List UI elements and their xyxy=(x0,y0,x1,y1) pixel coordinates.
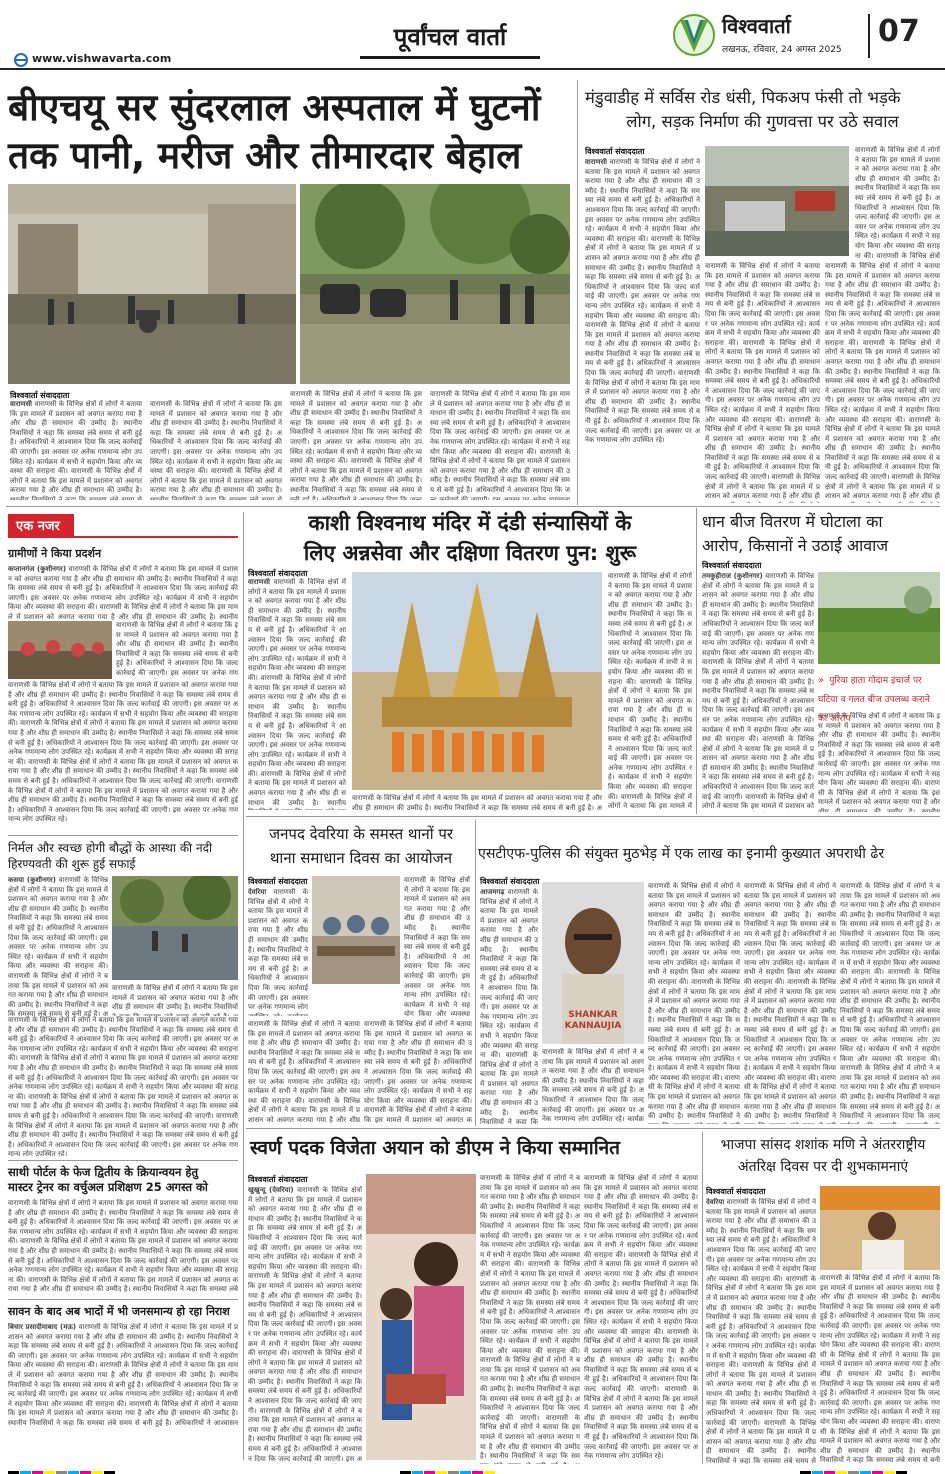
kashi-byline: विश्ववार्ता संवाददाता xyxy=(248,569,308,578)
flood-body-col1 xyxy=(10,400,142,500)
ek-item1-body xyxy=(8,681,238,831)
ek-rule-1 xyxy=(8,835,238,836)
ek-item4-title: सावन के बाद अब भादों में भी जनसमान्य हो रहा निराश xyxy=(8,1305,230,1318)
kashi-headline: काशी विश्वनाथ मंदिर में दंडी संन्यासियों के लिए अन्नसेवा और दक्षिणा वितरण पुन: शुरू xyxy=(303,511,637,565)
seed-pull-quote: » पुरिया हाता गोदाम इंचार्ज पर घटिया व गलत बीज उपलब्ध कराने का आरोप xyxy=(818,675,930,724)
deoria-meeting-photo xyxy=(312,876,400,984)
kashi-dateline: वाराणसी xyxy=(248,578,270,586)
flood-photo-hospital xyxy=(8,184,296,384)
ayan-headline: स्वर्ण पदक विजेता अयान को डीएम ने किया सम्मानित xyxy=(250,1137,620,1159)
deoria-byline: विश्ववार्ता संवाददाता xyxy=(248,877,308,886)
mp-headline: भाजपा सांसद शशांक मणि ने अंतरराष्ट्रीय अंतरिक्ष दिवस पर दी शुभकामनाएं xyxy=(720,1137,926,1175)
masthead xyxy=(0,0,945,70)
ayan-body-col3 xyxy=(584,1174,698,1464)
seed-byline: विश्ववार्ता संवाददाता xyxy=(702,561,762,570)
seed-body-col2 xyxy=(818,712,940,812)
seed-headline: धान बीज वितरण में घोटाला का आरोप, किसानों ने उठाई आवाज xyxy=(702,512,889,555)
print-registration-bar-center xyxy=(400,1464,496,1474)
section-title: पूर्वांचल वार्ता xyxy=(393,23,507,51)
seed-field-photo xyxy=(818,572,940,664)
ayan-body-col1 xyxy=(248,1186,362,1464)
flood-dateline: वाराणसी xyxy=(10,400,32,408)
flood-body-col2 xyxy=(150,400,282,500)
ayan-byline: विश्ववार्ता संवाददाता xyxy=(248,1175,308,1184)
ayan-ceremony-photo xyxy=(366,1174,476,1460)
mp-portrait-photo xyxy=(820,1186,940,1270)
kashi-body-col3 xyxy=(608,572,692,812)
road-body-col2 xyxy=(705,262,820,503)
stf-body-under-photo xyxy=(542,1048,644,1124)
ayan-body-col2 xyxy=(480,1174,580,1464)
stf-byline: विश्ववार्ता संवाददाता xyxy=(480,877,540,886)
divider-kashi-seed xyxy=(696,508,697,814)
ek-item3-body xyxy=(8,1199,238,1295)
deoria-dateline: देवरिया xyxy=(248,888,267,896)
ek-item2-body-side xyxy=(8,876,108,1016)
flood-body-col4 xyxy=(430,390,570,500)
road-body-col3 xyxy=(825,262,940,503)
divider-ayan-mp xyxy=(702,1132,703,1464)
mp-body-col2 xyxy=(820,1274,940,1464)
seed-body-col1 xyxy=(702,572,814,812)
stf-body-col3 xyxy=(648,882,740,1124)
road-headline: मंडुवाडीह में सर्विस रोड धंसी, पिकअप फंसी तो भड़के लोग, सड़क निर्माण की गुणवत्ता पर उठे सवाल xyxy=(585,88,901,131)
deoria-body-lower-1 xyxy=(248,1020,360,1124)
divider-flood-road xyxy=(577,80,578,505)
ek-item2-dateline: कसया (कुशीनगर) xyxy=(8,876,56,884)
stf-dateline: आजमगढ़ xyxy=(480,888,505,896)
ek-item4-dateline: बिचार प्रसादीमाबाद (मऊ) xyxy=(8,1323,77,1331)
flood-photo-street xyxy=(300,184,570,384)
page-number-divider xyxy=(868,14,870,58)
kashi-body-col1 xyxy=(248,578,346,810)
brand-name: विश्ववार्ता xyxy=(722,14,791,38)
ek-nazar-box xyxy=(8,514,238,1464)
page-number: 07 xyxy=(878,14,920,49)
ek-rule-2 xyxy=(8,1160,238,1161)
ayan-dateline: खुखुन्दू (देवरिया) xyxy=(248,1186,294,1194)
ek-rule-3 xyxy=(8,1299,238,1300)
stf-body-col4 xyxy=(744,882,836,1124)
logo-icon xyxy=(672,10,716,60)
road-dateline: वाराणसी xyxy=(585,158,607,166)
stf-body-col1 xyxy=(480,888,538,1124)
rule-lower xyxy=(246,1128,940,1129)
ek-item2-body-under xyxy=(112,984,238,1016)
mp-byline: विश्ववार्ता संवाददाता xyxy=(706,1187,766,1196)
kashi-temple-photo xyxy=(352,572,602,790)
ek-nazar-label: एक नजर xyxy=(8,514,74,536)
ek-item1-dateline: कप्तानगंज (कुशीनगर) xyxy=(8,565,67,573)
deoria-body-lower-2 xyxy=(364,1020,472,1124)
divider-deoria-stf xyxy=(475,820,476,1126)
mp-dateline: देवरिया xyxy=(706,1198,725,1206)
road-byline: विश्ववार्ता संवाददाता xyxy=(585,147,645,156)
flood-body-col3 xyxy=(290,390,422,500)
quote-arrow-icon: » xyxy=(818,675,825,686)
ek-item1-photo xyxy=(8,621,112,679)
rule-upper xyxy=(6,506,940,507)
rule-middle xyxy=(246,816,940,817)
dateline: लखनऊ, रविवार, 24 अगस्त 2025 xyxy=(722,45,842,55)
print-registration-bar-left xyxy=(8,1464,116,1474)
ek-item3-title: साथी पोर्टल के फेज द्वितीय के क्रियान्वयन हेतु मास्टर ट्रेनर का वर्चुअल प्रशिक्षण 25 अगस्त को xyxy=(8,1165,208,1194)
road-photo xyxy=(705,146,849,256)
ek-item2-photo xyxy=(112,876,238,980)
road-body-col1 xyxy=(585,158,700,503)
road-body-col-top xyxy=(855,146,940,258)
flood-headline: बीएचयू सर सुंदरलाल अस्पताल में घुटनों तक पानी, मरीज और तीमारदार बेहाल xyxy=(8,86,541,177)
stf-headline: एसटीएफ-पुलिस की संयुक्त मुठभेड़ में एक लाख का इनामी कुख्यात अपराधी ढेर xyxy=(478,846,885,862)
deoria-body-col1 xyxy=(248,888,308,1016)
ek-item1-title: ग्रामीणों ने किया प्रदर्शन xyxy=(8,547,102,560)
stf-photo-caption: SHANKAR KANNAUJIA xyxy=(564,1010,622,1031)
stf-body-col5 xyxy=(840,882,940,1124)
deoria-body-col2 xyxy=(404,876,470,1016)
seed-dateline: तमकुहीराज (कुशीनगर) xyxy=(702,572,763,580)
ek-item2-title: निर्मल और स्वच्छ होगी बौद्धों के आस्था की नदी हिरण्यवती की शुरू हुई सफाई xyxy=(8,841,213,871)
ek-item1-body-lead xyxy=(8,565,238,621)
kashi-body-under-photo xyxy=(352,794,602,812)
print-registration-bar-right xyxy=(800,1464,908,1474)
ek-item2-body xyxy=(8,1016,238,1156)
stf-accused-photo xyxy=(542,882,644,1044)
ek-item4-body xyxy=(8,1323,238,1427)
deoria-headline: जनपद देवरिया के समस्त थानों पर थाना समाधान दिवस का आयोजन xyxy=(268,825,454,867)
divider-left-column xyxy=(243,512,244,1460)
mp-body-col1 xyxy=(706,1198,816,1464)
flood-byline: विश्ववार्ता संवाददाता xyxy=(10,391,70,400)
section-underline xyxy=(360,56,540,59)
ek-item1-body-side xyxy=(116,621,238,679)
website-url[interactable]: www.vishwavarta.com xyxy=(32,52,172,65)
ie-icon xyxy=(14,52,28,66)
